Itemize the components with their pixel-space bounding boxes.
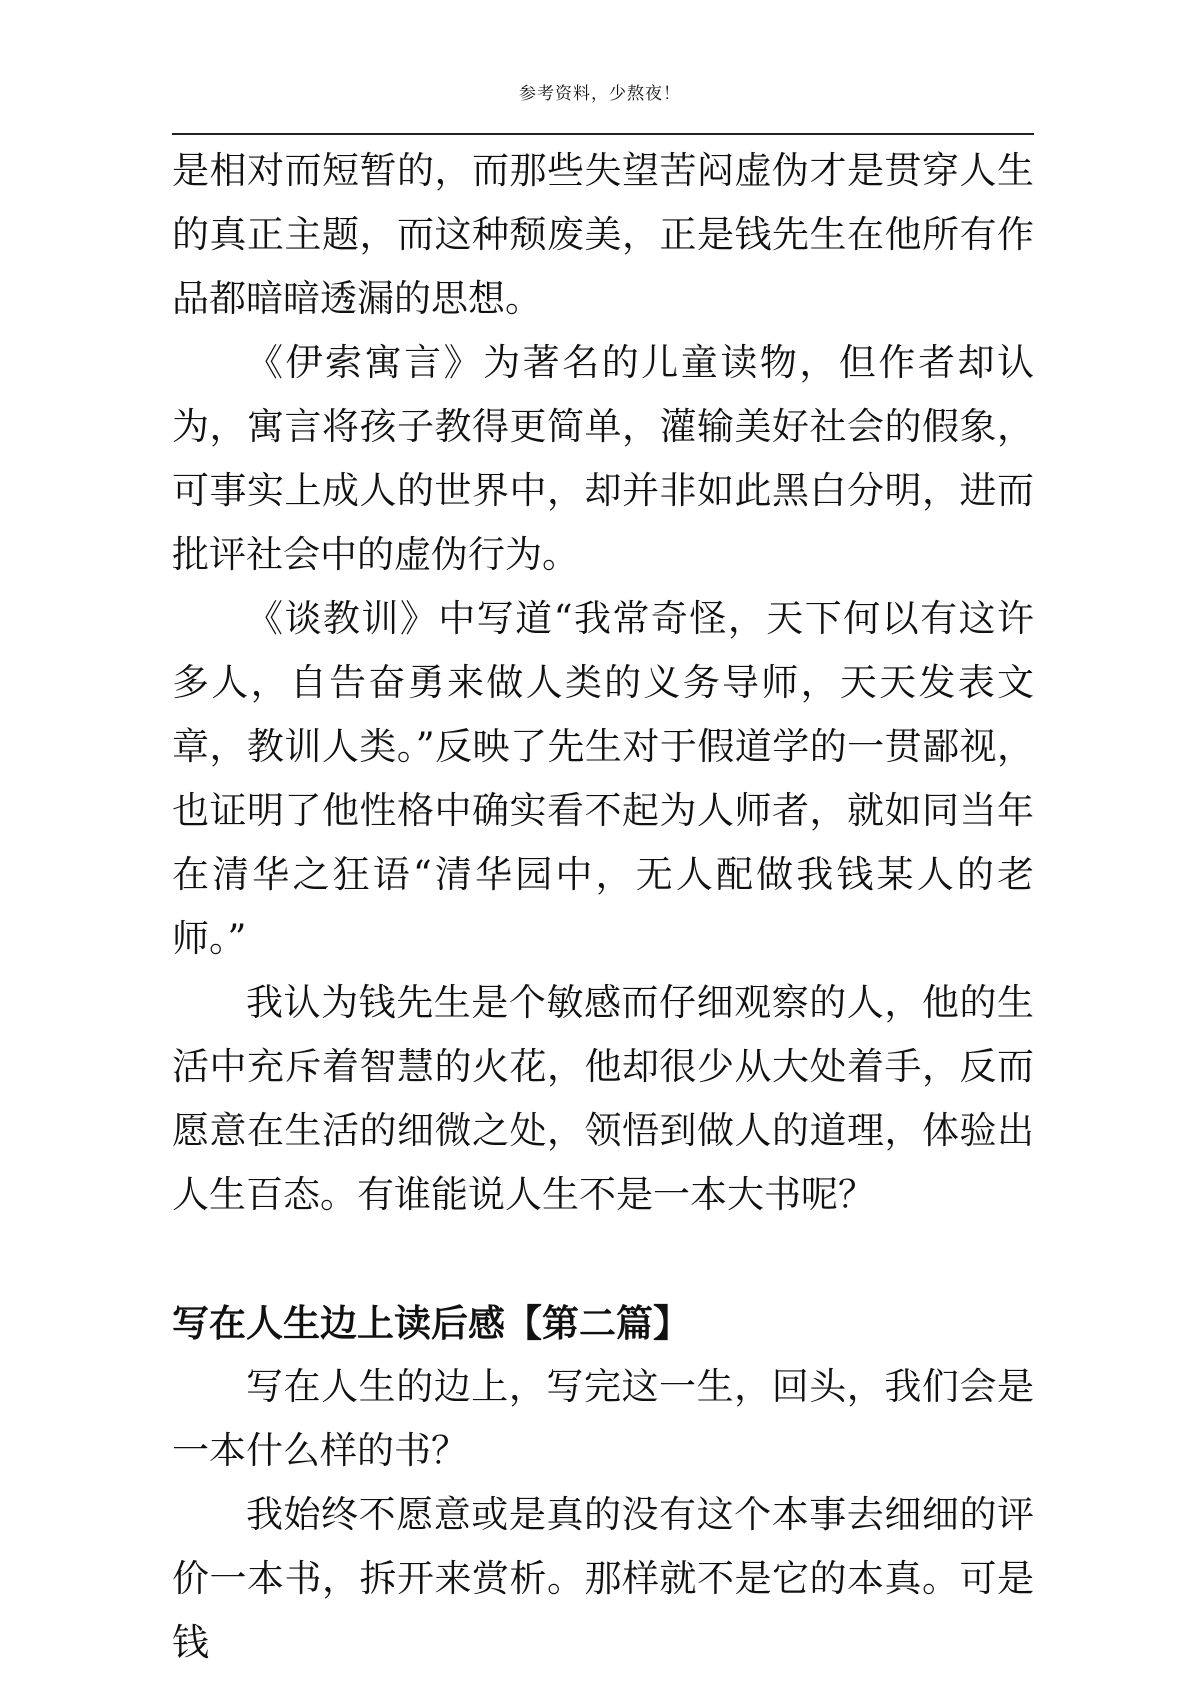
section-title: 写在人生边上读后感【第二篇】 [172,1301,690,1345]
document-body [172,139,1034,1675]
section-paragraph-2: 我始终不愿意或是真的没有这个本事去细细的评价一本书，拆开来赏析。那样就不是它的本真。可是钱 [172,1493,1034,1664]
paragraph-aesop: 《伊索寓言》为著名的儿童读物，但作者却认为，寓言将孩子教得更简单，灌输美好社会的假象，可事实上成人的世界中，却并非如此黑白分明，进而批评社会中的虚伪行为。 [172,341,1034,576]
paragraph-tan-jiaoxun: 《谈教训》中写道“我常奇怪，天下何以有这许多人，自告奋勇来做人类的义务导师，天天发表文章，教训人类。”反映了先生对于假道学的一贯鄙视，也证明了他性格中确实看不起为人师者，就如同当年在清华之狂语“清华园中，无人配做我钱某人的老师。” [172,597,1034,960]
section-paragraph-1: 写在人生的边上，写完这一生，回头，我们会是一本什么样的书？ [172,1365,1034,1472]
header-divider [172,133,1034,135]
page-header: 参考资料，少熬夜！ [519,84,681,104]
paragraph-continuation: 是相对而短暂的，而那些失望苦闷虚伪才是贯穿人生的真正主题，而这种颓废美，正是钱先生在他所有作品都暗暗透漏的思想。 [172,149,1034,320]
paragraph-conclusion: 我认为钱先生是个敏感而仔细观察的人，他的生活中充斥着智慧的火花，他却很少从大处着手，反而愿意在生活的细微之处，领悟到做人的道理，体验出人生百态。有谁能说人生不是一本大书呢？ [172,981,1034,1216]
